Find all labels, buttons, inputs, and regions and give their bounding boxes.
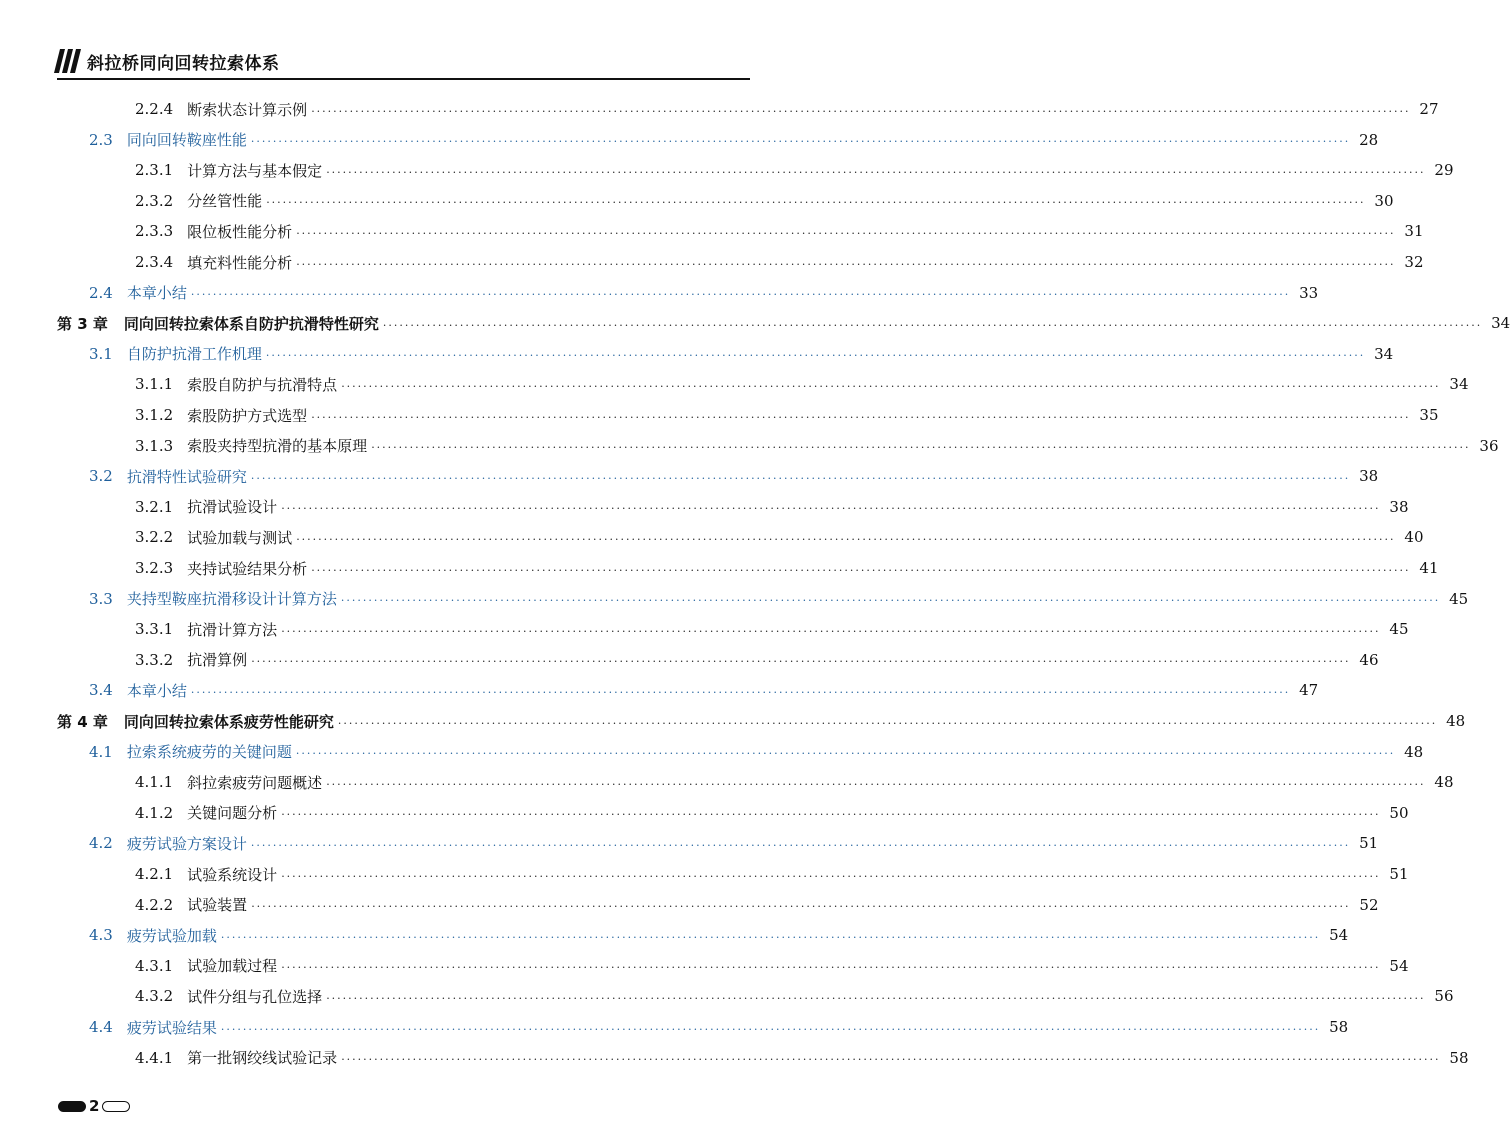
toc-leader-dots: ········································································································································································································ [250, 838, 1351, 852]
toc-entry-number: 4.1.1 [135, 773, 174, 792]
toc-entry-page: 47 [1299, 681, 1319, 700]
toc-entry-page: 50 [1389, 803, 1409, 822]
toc-entry-title: 抗滑算例 [187, 651, 248, 670]
toc-entry-title: 同向回转拉索体系疲劳性能研究 [123, 712, 334, 731]
footer-left-pill-icon [58, 1101, 86, 1112]
toc-entry-page: 32 [1404, 253, 1424, 271]
toc-leader-dots: ········································································································································································································ [220, 930, 1321, 944]
toc-entry[interactable] [135, 95, 1439, 123]
toc-entry-title: 夹持型鞍座抗滑移设计计算方法 [126, 590, 337, 609]
toc-entry[interactable] [135, 217, 1424, 245]
toc-entry[interactable] [135, 799, 1409, 827]
toc-entry-title: 索股防护方式选型 [187, 406, 308, 425]
toc-leader-dots: ········································································································································································································ [281, 502, 1381, 516]
toc-leader-dots: ········································································································································································································ [371, 441, 1471, 455]
toc-entry-number: 4.3 [89, 926, 113, 945]
toc-entry-title: 限位板性能分析 [187, 222, 293, 241]
toc-entry-number: 2.3.4 [135, 253, 174, 271]
toc-entry[interactable] [135, 401, 1439, 429]
toc-leader-dots: ········································································································································································································ [220, 1022, 1321, 1036]
toc-entry-page: 27 [1419, 100, 1439, 118]
toc-entry-number: 2.4 [89, 283, 113, 302]
toc-entry-page: 51 [1389, 865, 1409, 883]
toc-entry-page: 45 [1449, 589, 1469, 608]
toc-entry-page: 28 [1359, 130, 1379, 149]
toc-entry-page: 34 [1491, 314, 1510, 333]
toc-entry[interactable] [135, 860, 1409, 888]
toc-entry[interactable] [135, 1044, 1469, 1072]
toc-leader-dots: ········································································································································································································ [326, 991, 1426, 1005]
toc-entry-page: 40 [1404, 528, 1424, 547]
toc-entry-number: 3.2 [89, 467, 113, 486]
toc-entry-title: 同向回转拉索体系自防护抗滑特性研究 [123, 314, 379, 333]
toc-leader-dots: ········································································································································································································ [265, 349, 1366, 363]
toc-entry[interactable] [89, 279, 1319, 307]
toc-entry-number: 4.2 [89, 834, 113, 853]
toc-entry-title: 斜拉索疲劳问题概述 [187, 773, 323, 792]
toc-entry[interactable] [135, 523, 1424, 551]
toc-entry[interactable] [135, 248, 1424, 276]
book-title: 斜拉桥同向回转拉索体系 [87, 53, 280, 74]
toc-entry-number: 2.3.3 [135, 222, 174, 241]
toc-entry[interactable] [57, 707, 1466, 735]
toc-entry-title: 索股自防护与抗滑特点 [187, 375, 338, 394]
toc-leader-dots: ········································································································································································································ [311, 410, 1411, 424]
toc-entry-number: 第 3 章 [57, 314, 108, 333]
toc-entry-title: 拉索系统疲劳的关键问题 [126, 743, 292, 762]
toc-entry-title: 断索状态计算示例 [187, 100, 308, 119]
toc-entry[interactable] [135, 554, 1439, 582]
toc-entry-page: 48 [1446, 712, 1466, 730]
toc-entry-page: 31 [1404, 222, 1424, 241]
toc-entry[interactable] [89, 462, 1379, 490]
header-bars-icon [57, 49, 81, 73]
toc-entry-number: 3.1 [89, 344, 113, 363]
toc-entry-page: 54 [1329, 926, 1349, 945]
toc-entry[interactable] [135, 646, 1379, 674]
toc-entry-number: 4.4 [89, 1018, 113, 1036]
toc-entry-title: 填充料性能分析 [187, 253, 293, 272]
toc-leader-dots: ········································································································································································································ [190, 288, 1291, 302]
toc-leader-dots: ········································································································································································································ [251, 655, 1351, 669]
toc-entry-number: 3.1.3 [135, 436, 174, 455]
toc-entry[interactable] [135, 493, 1409, 521]
toc-entry[interactable] [89, 340, 1394, 368]
toc-entry-title: 试件分组与孔位选择 [187, 987, 323, 1006]
toc-entry[interactable] [89, 126, 1379, 154]
toc-entry-number: 4.1.2 [135, 803, 174, 822]
toc-entry-number: 4.4.1 [135, 1048, 174, 1067]
toc-entry-page: 38 [1389, 497, 1409, 516]
toc-entry-number: 3.3.2 [135, 650, 174, 669]
toc-entry-title: 关键问题分析 [187, 804, 278, 823]
toc-leader-dots: ········································································································································································································ [296, 226, 1396, 240]
toc-entry-title: 第一批钢绞线试验记录 [187, 1049, 338, 1068]
toc-entry-title: 疲劳试验方案设计 [126, 834, 247, 853]
toc-leader-dots: ········································································································································································································ [281, 624, 1381, 638]
toc-entry-title: 试验装置 [187, 896, 248, 915]
running-header [57, 48, 280, 74]
toc-entry-number: 3.3.1 [135, 620, 174, 639]
toc-entry-page: 45 [1389, 620, 1409, 639]
toc-entry-number: 4.2.2 [135, 895, 174, 914]
toc-leader-dots: ········································································································································································································ [250, 471, 1351, 485]
toc-entry-page: 48 [1434, 773, 1454, 792]
toc-entry-page: 30 [1374, 191, 1394, 210]
header-rule [57, 78, 750, 80]
toc-entry-page: 29 [1434, 161, 1454, 180]
toc-entry-title: 计算方法与基本假定 [187, 161, 323, 180]
toc-leader-dots: ········································································································································································································ [296, 257, 1396, 271]
toc-leader-dots: ········································································································································································································ [190, 685, 1291, 699]
toc-entry-title: 自防护抗滑工作机理 [126, 345, 262, 364]
toc-leader-dots: ········································································································································································································ [311, 563, 1411, 577]
toc-entry-title: 本章小结 [126, 681, 187, 700]
toc-entry-page: 52 [1359, 895, 1379, 914]
toc-leader-dots: ········································································································································································································ [341, 379, 1441, 393]
toc-entry-title: 试验加载与测试 [187, 528, 293, 547]
toc-entry-number: 3.2.1 [135, 497, 174, 516]
toc-entry[interactable] [135, 432, 1499, 460]
toc-leader-dots: ········································································································································································································ [341, 1053, 1441, 1067]
toc-entry[interactable] [135, 952, 1409, 980]
toc-entry[interactable] [89, 1013, 1349, 1041]
toc-entry-number: 3.1.1 [135, 375, 174, 394]
toc-entry-page: 41 [1419, 559, 1439, 577]
toc-entry-page: 46 [1359, 650, 1379, 669]
toc-entry-page: 48 [1404, 742, 1424, 761]
toc-entry-title: 试验加载过程 [187, 957, 278, 976]
toc-entry[interactable] [89, 829, 1379, 857]
toc-leader-dots: ········································································································································································································ [337, 716, 1438, 730]
toc-entry-title: 试验系统设计 [187, 865, 278, 884]
toc-entry-number: 2.3 [89, 130, 113, 149]
toc-entry-title: 抗滑计算方法 [187, 620, 278, 639]
toc-entry-page: 56 [1434, 987, 1454, 1006]
toc-entry[interactable] [89, 738, 1424, 766]
toc-entry-number: 4.1 [89, 742, 113, 761]
toc-entry-number: 3.4 [89, 681, 113, 700]
toc-entry[interactable] [135, 768, 1454, 796]
toc-leader-dots: ········································································································································································································ [250, 135, 1351, 149]
toc-entry-title: 夹持试验结果分析 [187, 559, 308, 578]
toc-entry-number: 2.3.1 [135, 161, 174, 180]
toc-leader-dots: ········································································································································································································ [382, 318, 1483, 332]
toc-entry-number: 3.2.3 [135, 559, 174, 577]
toc-entry-number: 4.2.1 [135, 865, 174, 883]
toc-entry-number: 4.3.1 [135, 956, 174, 975]
toc-entry-title: 索股夹持型抗滑的基本原理 [187, 437, 368, 456]
toc-entry-title: 疲劳试验结果 [126, 1018, 217, 1037]
toc-entry[interactable] [135, 187, 1394, 215]
toc-leader-dots: ········································································································································································································ [251, 900, 1351, 914]
toc-leader-dots: ········································································································································································································ [281, 808, 1381, 822]
toc-entry[interactable] [89, 676, 1319, 704]
toc-entry-page: 58 [1329, 1018, 1349, 1036]
toc-entry-page: 58 [1449, 1048, 1469, 1067]
toc-entry[interactable] [89, 921, 1349, 949]
toc-entry-page: 36 [1479, 436, 1499, 455]
footer-right-pill-icon [102, 1101, 130, 1112]
toc-entry-page: 51 [1359, 834, 1379, 853]
toc-entry[interactable] [135, 615, 1409, 643]
toc-entry-page: 54 [1389, 956, 1409, 975]
toc-entry[interactable] [135, 982, 1454, 1010]
toc-leader-dots: ········································································································································································································ [326, 165, 1426, 179]
toc-entry[interactable] [135, 370, 1469, 398]
toc-leader-dots: ········································································································································································································ [311, 104, 1411, 118]
toc-entry-title: 本章小结 [126, 284, 187, 303]
toc-leader-dots: ········································································································································································································ [281, 869, 1381, 883]
toc-leader-dots: ········································································································································································································ [340, 594, 1441, 608]
toc-entry[interactable] [57, 309, 1510, 337]
toc-entry-number: 3.2.2 [135, 528, 174, 547]
toc-entry-number: 第 4 章 [57, 712, 108, 731]
toc-entry-title: 抗滑特性试验研究 [126, 467, 247, 486]
toc-entry-page: 35 [1419, 406, 1439, 424]
toc-entry-title: 抗滑试验设计 [187, 498, 278, 517]
toc-entry-title: 分丝管性能 [187, 192, 263, 211]
toc-entry-page: 34 [1449, 375, 1469, 394]
toc-leader-dots: ········································································································································································································ [326, 777, 1426, 791]
toc-leader-dots: ········································································································································································································ [281, 961, 1381, 975]
toc-entry-title: 同向回转鞍座性能 [126, 131, 247, 150]
toc-entry-number: 3.1.2 [135, 406, 174, 424]
toc-entry-title: 疲劳试验加载 [126, 926, 217, 945]
toc-leader-dots: ········································································································································································································ [295, 747, 1396, 761]
toc-entry-number: 2.2.4 [135, 100, 174, 118]
page-footer [58, 1097, 130, 1115]
toc-entry-page: 34 [1374, 344, 1394, 363]
toc-entry-page: 38 [1359, 467, 1379, 486]
toc-entry-number: 2.3.2 [135, 191, 174, 210]
toc-entry[interactable] [135, 891, 1379, 919]
toc-entry-number: 4.3.2 [135, 987, 174, 1006]
page-number: 2 [89, 1097, 100, 1115]
toc-leader-dots: ········································································································································································································ [266, 196, 1366, 210]
toc-entry-page: 33 [1299, 283, 1319, 302]
toc-entry-number: 3.3 [89, 589, 113, 608]
toc-leader-dots: ········································································································································································································ [296, 532, 1396, 546]
toc-entry[interactable] [135, 156, 1454, 184]
toc-entry[interactable] [89, 585, 1469, 613]
